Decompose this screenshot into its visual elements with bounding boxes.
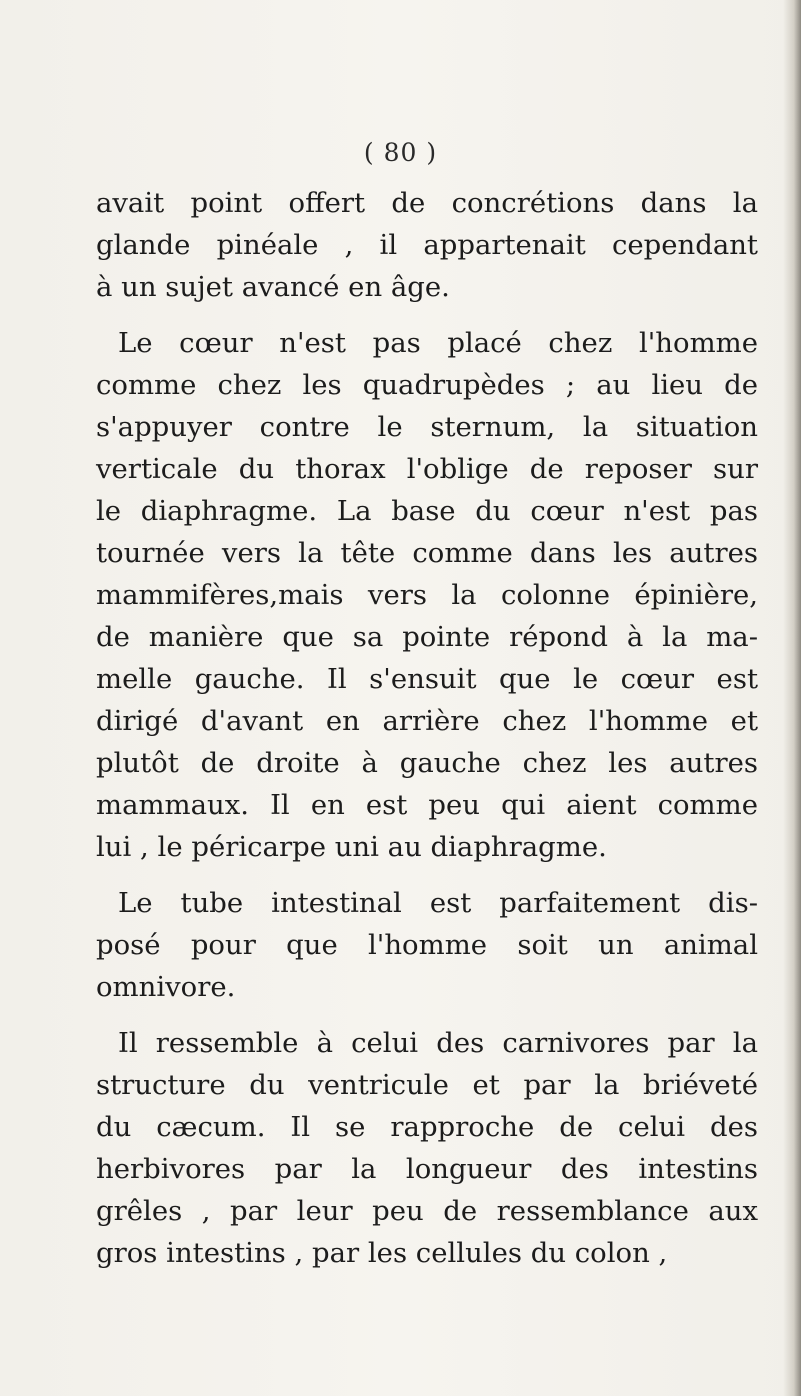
text-line: comme chez les quadrupèdes ; au lieu de	[96, 369, 758, 401]
text-line: lui , le péricarpe uni au diaphragme.	[96, 831, 607, 863]
text-line: verticale du thorax l'oblige de reposer sur	[96, 453, 758, 485]
text-line: le diaphragme. La base du cœur n'est pas	[96, 495, 758, 527]
text-line: mammifères,mais vers la colonne épinière,	[96, 579, 758, 611]
text-line: Le cœur n'est pas placé chez l'homme	[118, 327, 758, 359]
paragraph-1	[96, 182, 758, 308]
text-line: posé pour que l'homme soit un animal	[96, 929, 758, 961]
text-line: gros intestins , par les cellules du colon ,	[96, 1237, 668, 1269]
text-line: à un sujet avancé en âge.	[96, 271, 450, 303]
text-line: avait point offert de concrétions dans la	[96, 187, 758, 219]
text-line: omnivore.	[96, 971, 236, 1003]
text-line: Le tube intestinal est parfaitement dis-	[118, 887, 758, 919]
paragraph-4	[96, 1022, 758, 1274]
text-line: melle gauche. Il s'ensuit que le cœur est	[96, 663, 758, 695]
body-text	[96, 182, 758, 1288]
paragraph-2	[96, 322, 758, 868]
text-line: mammaux. Il en est peu qui aient comme	[96, 789, 758, 821]
text-line: Il ressemble à celui des carnivores par la	[118, 1027, 758, 1059]
text-line: glande pinéale , il appartenait cependant	[96, 229, 758, 261]
text-line: herbivores par la longueur des intestins	[96, 1153, 758, 1185]
page-number: ( 80 )	[363, 138, 438, 167]
text-line: dirigé d'avant en arrière chez l'homme et	[96, 705, 758, 737]
text-line: structure du ventricule et par la briéveté	[96, 1069, 758, 1101]
text-line: tournée vers la tête comme dans les autres	[96, 537, 758, 569]
text-line: du cæcum. Il se rapproche de celui des	[96, 1111, 758, 1143]
text-line: plutôt de droite à gauche chez les autres	[96, 747, 758, 779]
paragraph-3	[96, 882, 758, 1008]
text-line: s'appuyer contre le sternum, la situation	[96, 411, 758, 443]
page-edge-shadow	[783, 0, 801, 1396]
text-line: grêles , par leur peu de ressemblance aux	[96, 1195, 758, 1227]
text-line: de manière que sa pointe répond à la ma-	[96, 621, 758, 653]
